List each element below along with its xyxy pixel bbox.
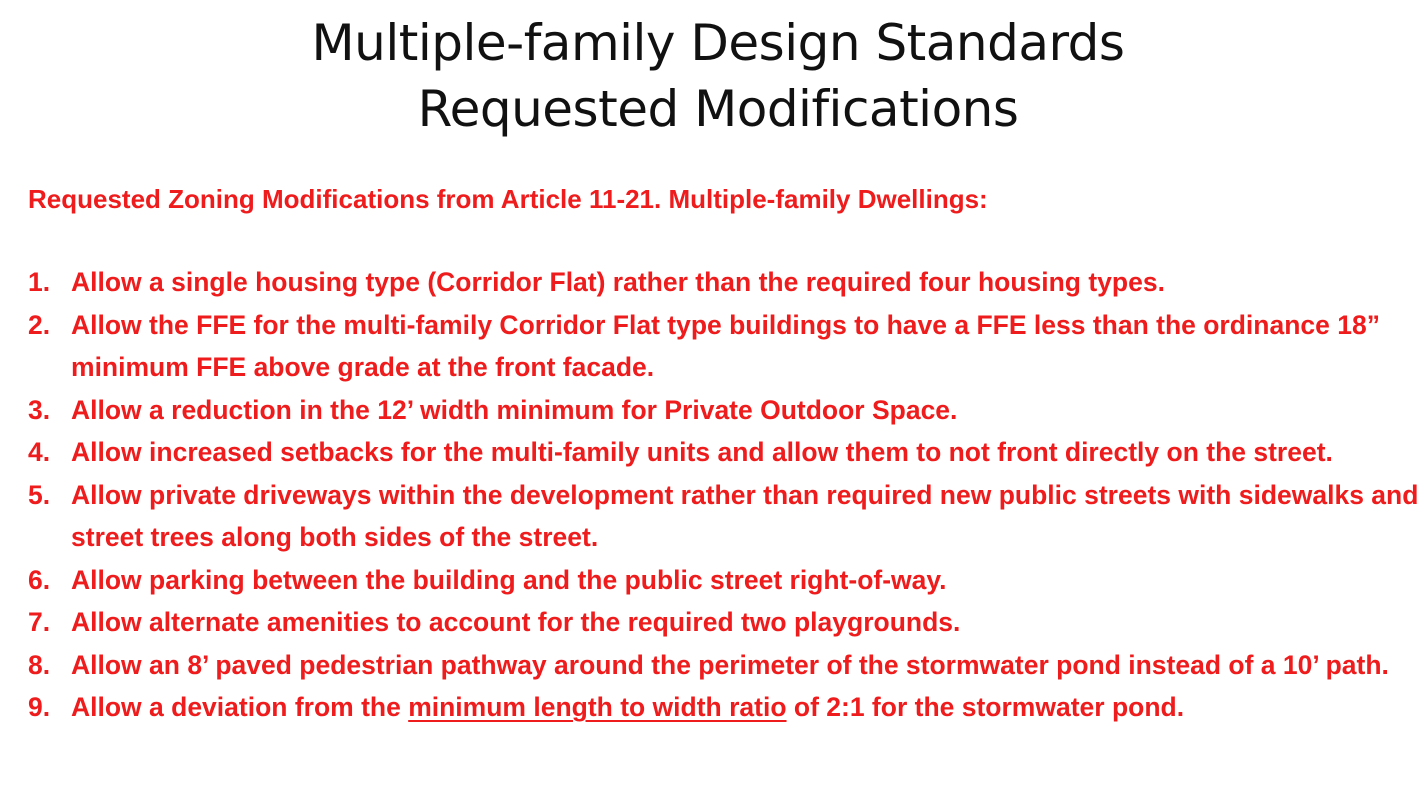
- title-line-2: Requested Modifications: [417, 80, 1019, 138]
- item-text: Allow parking between the building and the public street right-of-way.: [71, 564, 947, 595]
- list-item: [28, 644, 1420, 687]
- slide-title: [0, 10, 1428, 142]
- item-text-after: of 2:1 for the stormwater pond.: [786, 692, 1185, 722]
- item-number: 4.: [28, 437, 51, 467]
- list-item: [28, 686, 1420, 729]
- item-text-before: Allow a deviation from the: [71, 692, 409, 722]
- item-text: Allow private driveways within the development rather than required new public streets with sidewalks and street trees along both sides of the street.: [71, 479, 1419, 552]
- subheading: Requested Zoning Modifications from Article 11-21. Multiple-family Dwellings:: [28, 184, 988, 214]
- title-line-1: Multiple-family Design Standards: [311, 14, 1125, 72]
- item-text: Allow an 8’ paved pedestrian pathway around the perimeter of the stormwater pond instead of a 10’ path.: [71, 649, 1389, 680]
- list-item: [28, 601, 1420, 644]
- list-item: [28, 304, 1420, 389]
- list-item: [28, 261, 1420, 304]
- item-text: Allow a reduction in the 12’ width minimum for Private Outdoor Space.: [71, 394, 958, 425]
- item-number: 2.: [28, 309, 51, 340]
- modifications-list: [28, 261, 1420, 729]
- list-item: [28, 389, 1420, 432]
- item-text: [71, 686, 1420, 729]
- list-item: [28, 559, 1420, 602]
- item-number: 9.: [28, 692, 51, 722]
- item-number: 1.: [28, 267, 51, 297]
- item-text: Allow a single housing type (Corridor Flat) rather than the required four housing types.: [71, 267, 1165, 297]
- item-text-underlined: minimum length to width ratio: [408, 692, 787, 722]
- item-number: 5.: [28, 479, 51, 510]
- item-number: 7.: [28, 607, 51, 637]
- item-text: Allow increased setbacks for the multi-family units and allow them to not front directly on the street.: [71, 437, 1333, 467]
- item-number: 6.: [28, 564, 51, 595]
- item-number: 3.: [28, 394, 51, 425]
- item-number: 8.: [28, 649, 51, 680]
- list-item: [28, 474, 1420, 559]
- item-text: Allow the FFE for the multi-family Corridor Flat type buildings to have a FFE less than the ordinance 18” minimum FFE above grade at the front facade.: [71, 309, 1380, 382]
- list-item: [28, 431, 1420, 474]
- item-text: Allow alternate amenities to account for the required two playgrounds.: [71, 607, 961, 637]
